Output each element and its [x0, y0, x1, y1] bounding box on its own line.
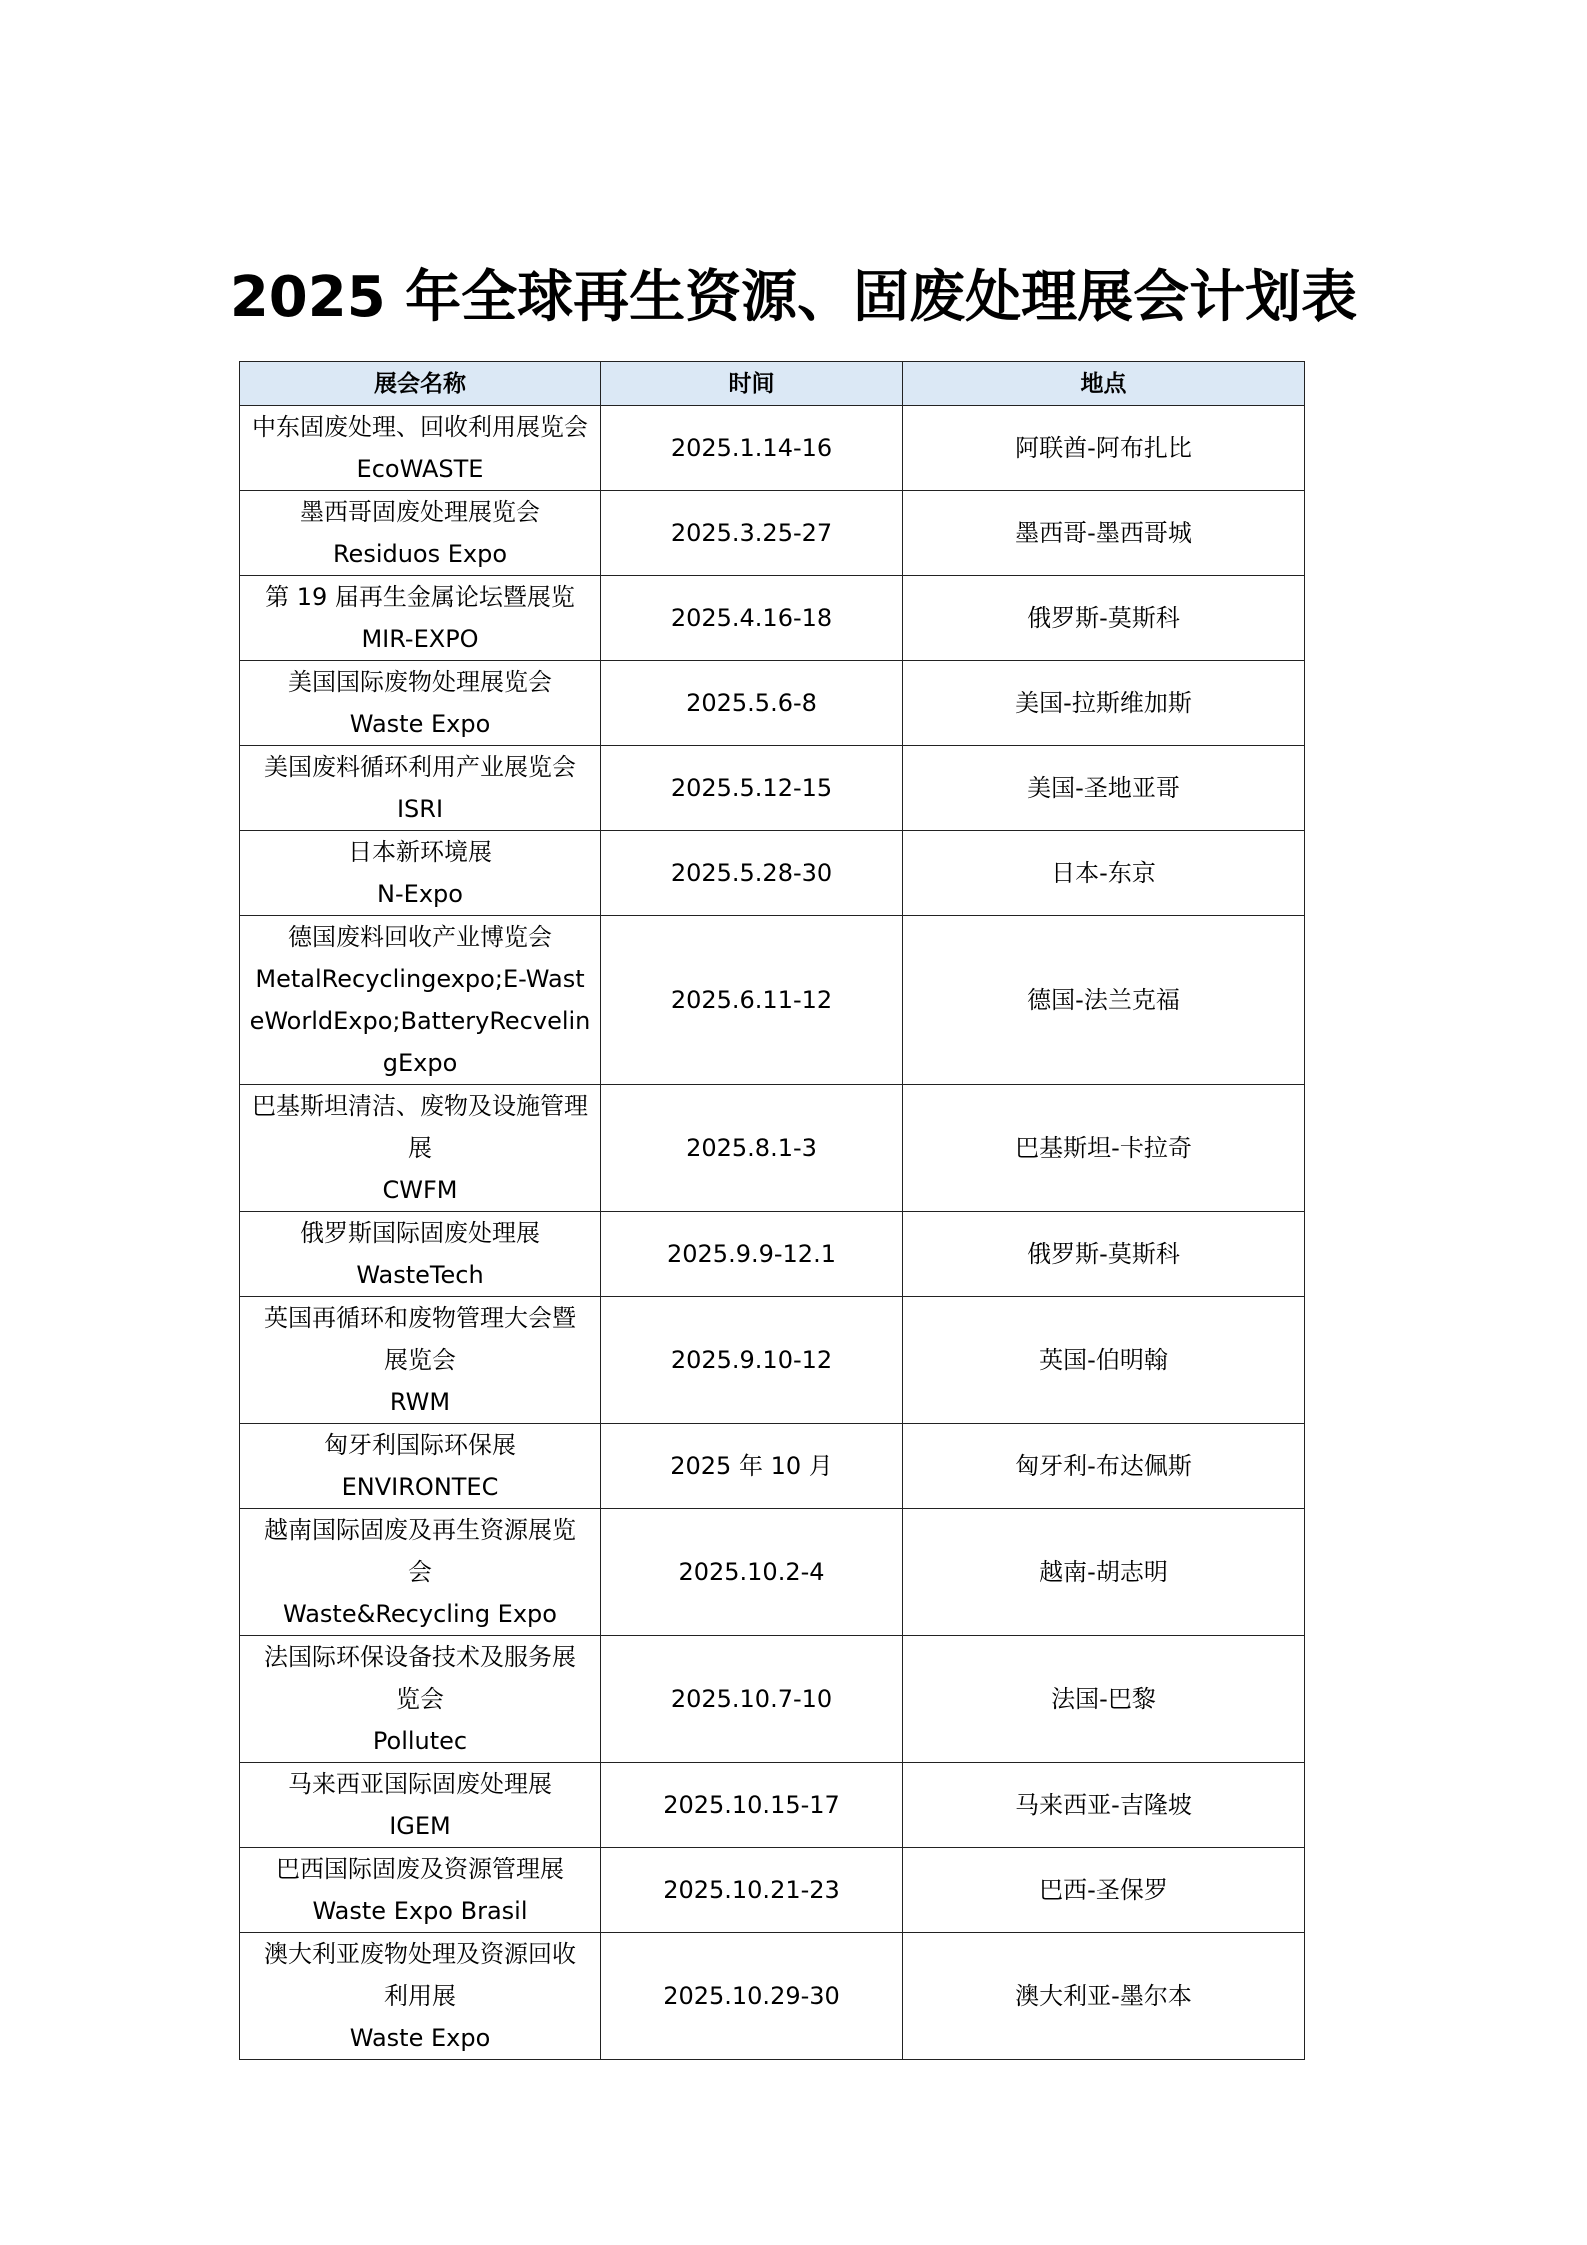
exhibition-name-line: MIR-EXPO [361, 625, 479, 653]
cell-exhibition-name [240, 1085, 601, 1212]
cell-location: 墨西哥-墨西哥城 [903, 491, 1305, 576]
cell-time: 2025.9.10-12 [601, 1297, 903, 1424]
cell-time: 2025.3.25-27 [601, 491, 903, 576]
exhibition-name-line: WasteTech [356, 1261, 484, 1289]
page-title: 2025 年全球再生资源、固废处理展会计划表 [229, 265, 1358, 330]
exhibition-name-line: 巴西国际固废及资源管理展 [276, 1855, 564, 1883]
table-row [240, 916, 1305, 1085]
exhibition-name-line: 马来西亚国际固废处理展 [288, 1770, 552, 1798]
cell-location: 英国-伯明翰 [903, 1297, 1305, 1424]
cell-location: 巴基斯坦-卡拉奇 [903, 1085, 1305, 1212]
table-row [240, 576, 1305, 661]
cell-exhibition-name [240, 491, 601, 576]
cell-exhibition-name [240, 916, 601, 1085]
exhibition-name-line: 展览会 [384, 1346, 456, 1374]
cell-time: 2025.4.16-18 [601, 576, 903, 661]
table-row [240, 1212, 1305, 1297]
cell-location: 美国-拉斯维加斯 [903, 661, 1305, 746]
exhibition-name-line: 德国废料回收产业博览会 [288, 923, 552, 951]
exhibition-name-line: 越南国际固废及再生资源展览 [264, 1516, 576, 1544]
exhibition-name-line: 展 [408, 1134, 432, 1162]
exhibition-name-line: 匈牙利国际环保展 [324, 1431, 516, 1459]
table-row [240, 1848, 1305, 1933]
cell-location: 越南-胡志明 [903, 1509, 1305, 1636]
exhibition-name-line: eWorldExpo;BatteryRecvelin [249, 1007, 591, 1035]
cell-time: 2025.1.14-16 [601, 406, 903, 491]
cell-exhibition-name [240, 746, 601, 831]
cell-exhibition-name [240, 1763, 601, 1848]
cell-location: 日本-东京 [903, 831, 1305, 916]
exhibition-name-line: 俄罗斯国际固废处理展 [300, 1219, 540, 1247]
cell-exhibition-name [240, 1509, 601, 1636]
cell-time: 2025.8.1-3 [601, 1085, 903, 1212]
cell-location: 马来西亚-吉隆坡 [903, 1763, 1305, 1848]
cell-location: 法国-巴黎 [903, 1636, 1305, 1763]
cell-exhibition-name [240, 576, 601, 661]
table-body [240, 406, 1305, 2060]
cell-location: 巴西-圣保罗 [903, 1848, 1305, 1933]
cell-exhibition-name [240, 1424, 601, 1509]
cell-time: 2025.10.29-30 [601, 1933, 903, 2060]
cell-exhibition-name [240, 1933, 601, 2060]
cell-time: 2025.10.2-4 [601, 1509, 903, 1636]
cell-time: 2025.5.28-30 [601, 831, 903, 916]
exhibition-name-line: 日本新环境展 [348, 838, 492, 866]
exhibition-schedule-table [239, 361, 1305, 2060]
exhibition-name-line: 美国国际废物处理展览会 [288, 668, 552, 696]
cell-exhibition-name [240, 1636, 601, 1763]
exhibition-name-line: 览会 [396, 1685, 444, 1713]
cell-exhibition-name [240, 1848, 601, 1933]
exhibition-name-line: Residuos Expo [332, 540, 508, 568]
cell-exhibition-name [240, 406, 601, 491]
header-time: 时间 [601, 362, 903, 406]
table-row [240, 1424, 1305, 1509]
exhibition-name-line: 澳大利亚废物处理及资源回收 [264, 1940, 576, 1968]
exhibition-name-line: ENVIRONTEC [341, 1473, 499, 1501]
exhibition-name-line: 法国际环保设备技术及服务展 [264, 1643, 576, 1671]
exhibition-name-line: 英国再循环和废物管理大会暨 [264, 1304, 576, 1332]
cell-time: 2025.10.15-17 [601, 1763, 903, 1848]
table-row [240, 406, 1305, 491]
table-row [240, 661, 1305, 746]
exhibition-name-line: CWFM [382, 1176, 458, 1204]
cell-location: 俄罗斯-莫斯科 [903, 576, 1305, 661]
exhibition-name-line: Waste Expo Brasil [312, 1897, 528, 1925]
header-exhibition-name: 展会名称 [240, 362, 601, 406]
cell-exhibition-name [240, 1212, 601, 1297]
cell-location: 澳大利亚-墨尔本 [903, 1933, 1305, 2060]
exhibition-name-line: MetalRecyclingexpo;E-Wast [255, 965, 585, 993]
cell-location: 匈牙利-布达佩斯 [903, 1424, 1305, 1509]
cell-exhibition-name [240, 661, 601, 746]
cell-time: 2025.6.11-12 [601, 916, 903, 1085]
exhibition-name-line: RWM [389, 1388, 451, 1416]
table-row [240, 491, 1305, 576]
table-row [240, 1636, 1305, 1763]
exhibition-name-line: Pollutec [372, 1727, 468, 1755]
cell-location: 德国-法兰克福 [903, 916, 1305, 1085]
header-location: 地点 [903, 362, 1305, 406]
table-row [240, 1763, 1305, 1848]
exhibition-name-line: 美国废料循环利用产业展览会 [264, 753, 576, 781]
table-row [240, 1933, 1305, 2060]
cell-location: 阿联酋-阿布扎比 [903, 406, 1305, 491]
cell-time: 2025.5.12-15 [601, 746, 903, 831]
exhibition-name-line: 墨西哥固废处理展览会 [300, 498, 540, 526]
exhibition-name-line: 会 [408, 1558, 432, 1586]
exhibition-name-line: gExpo [382, 1049, 458, 1077]
exhibition-name-line: Waste&Recycling Expo [283, 1600, 557, 1628]
cell-exhibition-name [240, 1297, 601, 1424]
table-row [240, 746, 1305, 831]
cell-time: 2025 年 10 月 [601, 1424, 903, 1509]
cell-time: 2025.5.6-8 [601, 661, 903, 746]
exhibition-name-line: 巴基斯坦清洁、废物及设施管理 [252, 1092, 588, 1120]
table-row [240, 1085, 1305, 1212]
cell-time: 2025.10.7-10 [601, 1636, 903, 1763]
exhibition-name-line: 利用展 [384, 1982, 456, 2010]
cell-time: 2025.9.9-12.1 [601, 1212, 903, 1297]
exhibition-name-line: Waste Expo [349, 710, 491, 738]
table-row [240, 1297, 1305, 1424]
table-row [240, 1509, 1305, 1636]
cell-exhibition-name [240, 831, 601, 916]
table-header-row [240, 362, 1305, 406]
table-row [240, 831, 1305, 916]
exhibition-name-line: 中东固废处理、回收利用展览会 [252, 413, 588, 441]
cell-time: 2025.10.21-23 [601, 1848, 903, 1933]
cell-location: 俄罗斯-莫斯科 [903, 1212, 1305, 1297]
exhibition-name-line: 第 19 届再生金属论坛暨展览 [265, 583, 575, 611]
exhibition-name-line: IGEM [389, 1812, 451, 1840]
exhibition-name-line: ISRI [396, 795, 444, 823]
exhibition-name-line: N-Expo [377, 880, 463, 908]
cell-location: 美国-圣地亚哥 [903, 746, 1305, 831]
exhibition-name-line: Waste Expo [349, 2024, 491, 2052]
exhibition-name-line: EcoWASTE [356, 455, 484, 483]
